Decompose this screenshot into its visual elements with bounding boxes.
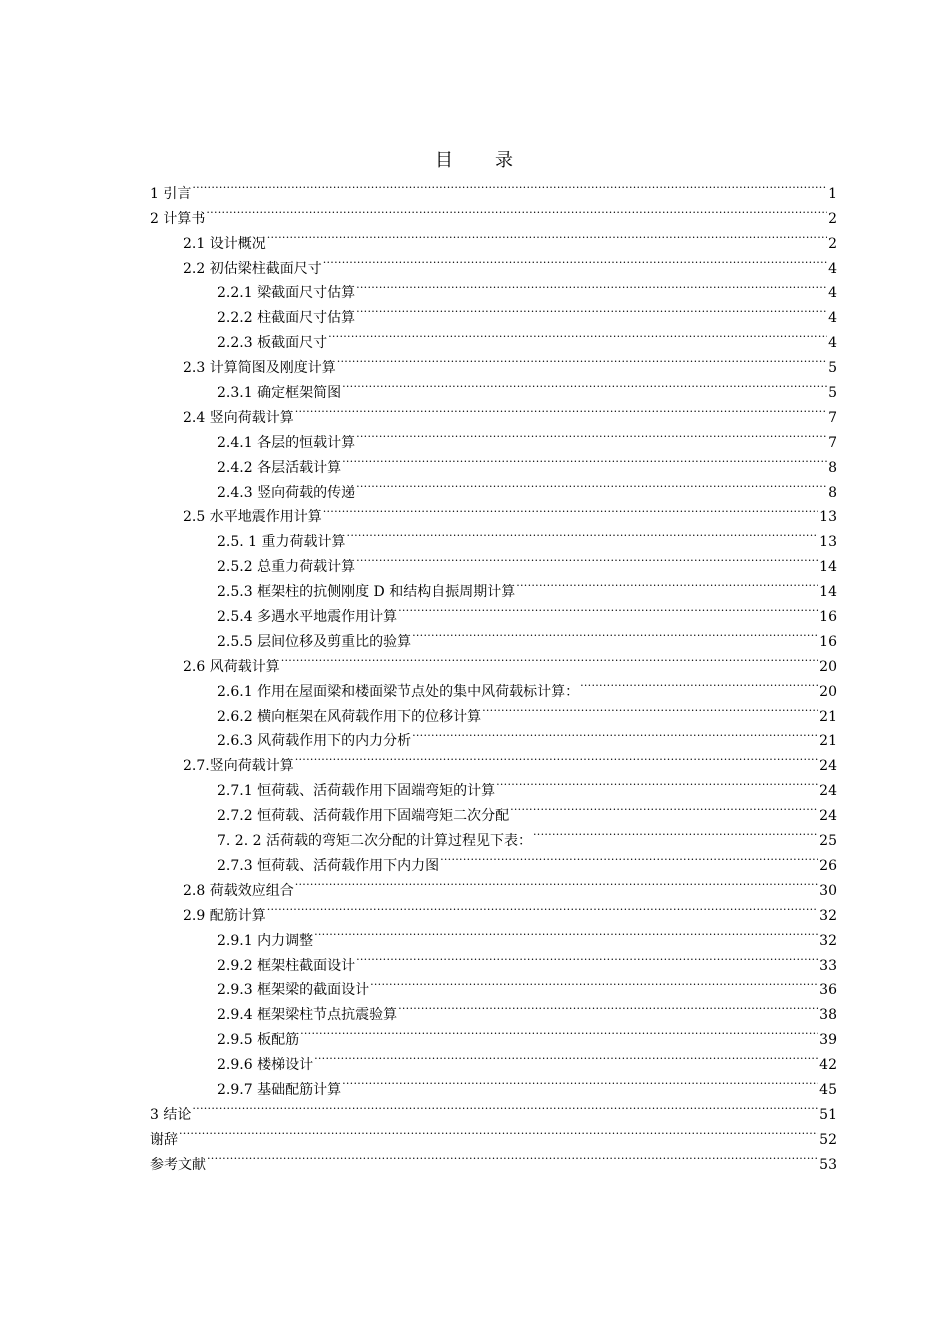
toc-entry-page-number: 24 <box>819 758 837 775</box>
toc-dot-leader <box>192 173 827 198</box>
toc-entry-page-number: 30 <box>819 882 837 899</box>
toc-dot-leader <box>356 945 818 970</box>
toc-entry-title: 2 计算书 <box>150 210 206 227</box>
toc-dot-leader <box>342 372 827 397</box>
toc-dot-leader <box>323 248 827 273</box>
toc-entry-title: 2.7.竖向荷载计算 <box>183 758 294 775</box>
toc-entry[interactable] <box>150 1094 837 1123</box>
toc-entry-page-number: 21 <box>819 708 837 725</box>
toc-entry-page-number: 38 <box>819 1007 837 1024</box>
toc-entry-title: 2.3.1 确定框架简图 <box>217 385 342 402</box>
toc-entry-page-number: 42 <box>819 1057 837 1074</box>
toc-dot-leader <box>267 223 827 248</box>
toc-entry-title: 2.7.1 恒荷载、活荷载作用下固端弯矩的计算 <box>217 783 496 800</box>
toc-entry-page-number: 5 <box>828 385 837 402</box>
toc-entry-title: 7. 2. 2 活荷载的弯矩二次分配的计算过程见下表： <box>217 833 532 850</box>
toc-entry-page-number: 16 <box>819 633 837 650</box>
toc-dot-leader <box>337 347 827 372</box>
toc-entry-title: 2.5.2 总重力荷载计算 <box>217 559 356 576</box>
toc-dot-leader <box>370 970 818 995</box>
toc-entry-page-number: 16 <box>819 609 837 626</box>
toc-entry-page-number: 4 <box>828 285 837 302</box>
toc-entry-page-number: 2 <box>828 235 837 252</box>
toc-entry-page-number: 14 <box>819 584 837 601</box>
toc-entry-page-number: 13 <box>819 509 837 526</box>
toc-dot-leader <box>281 646 818 671</box>
toc-entry-page-number: 4 <box>828 260 837 277</box>
toc-entry-title: 2.2.3 板截面尺寸 <box>217 335 328 352</box>
toc-entry-title: 2.2.1 梁截面尺寸估算 <box>217 285 356 302</box>
toc-entry-title: 2.9.1 内力调整 <box>217 932 314 949</box>
toc-entry-page-number: 26 <box>819 857 837 874</box>
toc-dot-leader <box>496 770 818 795</box>
toc-dot-leader <box>295 870 818 895</box>
toc-entry-title: 2.4.1 各层的恒载计算 <box>217 434 356 451</box>
toc-dot-leader <box>323 497 818 522</box>
toc-dot-leader <box>342 447 827 472</box>
toc-entry-title: 2.3 计算简图及刚度计算 <box>183 360 336 377</box>
toc-entry[interactable] <box>150 1144 837 1173</box>
toc-dot-leader <box>533 820 818 845</box>
toc-entry-title: 2.6.2 横向框架在风荷载作用下的位移计算 <box>217 708 482 725</box>
toc-dot-leader <box>314 1044 818 1069</box>
toc-dot-leader <box>356 297 827 322</box>
toc-dot-leader <box>440 845 818 870</box>
toc-entry-page-number: 32 <box>819 932 837 949</box>
toc-entry-page-number: 53 <box>819 1156 837 1173</box>
toc-entry-page-number: 2 <box>828 210 837 227</box>
toc-entry-title: 2.7.3 恒荷载、活荷载作用下内力图 <box>217 857 440 874</box>
toc-list <box>150 173 837 1173</box>
toc-dot-leader <box>356 273 827 298</box>
toc-entry-page-number: 51 <box>819 1106 837 1123</box>
toc-entry-title: 2.7.2 恒荷载、活荷载作用下固端弯矩二次分配 <box>217 808 510 825</box>
toc-entry-page-number: 7 <box>828 434 837 451</box>
toc-title-char-1: 目 <box>435 150 455 171</box>
toc-entry-title: 2.5. 1 重力荷载计算 <box>217 534 346 551</box>
toc-entry-title: 2.9.4 框架梁柱节点抗震验算 <box>217 1007 398 1024</box>
toc-dot-leader <box>580 671 818 696</box>
toc-dot-leader <box>192 1094 818 1119</box>
toc-dot-leader <box>412 721 818 746</box>
toc-entry-page-number: 24 <box>819 783 837 800</box>
toc-dot-leader <box>295 745 818 770</box>
toc-entry-page-number: 20 <box>819 683 837 700</box>
toc-dot-leader <box>412 621 818 646</box>
toc-dot-leader <box>295 397 827 422</box>
toc-entry-page-number: 8 <box>828 484 837 501</box>
toc-dot-leader <box>516 571 818 596</box>
toc-entry-title: 2.9.5 板配筋 <box>217 1032 300 1049</box>
toc-entry-page-number: 7 <box>828 409 837 426</box>
toc-title <box>0 149 950 173</box>
toc-dot-leader <box>300 1019 818 1044</box>
toc-entry-title: 2.2.2 柱截面尺寸估算 <box>217 310 356 327</box>
toc-entry-title: 2.5.5 层间位移及剪重比的验算 <box>217 633 412 650</box>
toc-entry-title: 2.9.2 框架柱截面设计 <box>217 957 356 974</box>
toc-entry-page-number: 32 <box>819 907 837 924</box>
toc-entry[interactable] <box>150 223 837 252</box>
toc-entry-page-number: 20 <box>819 658 837 675</box>
toc-entry[interactable] <box>150 1119 837 1148</box>
toc-entry-title: 2.1 设计概况 <box>183 235 266 252</box>
toc-entry[interactable] <box>150 173 837 202</box>
toc-entry-title: 2.6.3 风荷载作用下的内力分析 <box>217 733 412 750</box>
toc-entry-page-number: 5 <box>828 360 837 377</box>
toc-entry[interactable] <box>150 198 837 227</box>
toc-entry-page-number: 4 <box>828 335 837 352</box>
toc-entry-page-number: 13 <box>819 534 837 551</box>
toc-entry-title: 2.8 荷载效应组合 <box>183 882 294 899</box>
toc-entry-title: 谢辞 <box>150 1131 178 1148</box>
toc-entry-title: 3 结论 <box>150 1106 192 1123</box>
toc-entry-title: 2.6.1 作用在屋面梁和楼面梁节点处的集中风荷载标计算： <box>217 683 580 700</box>
toc-entry-page-number: 36 <box>819 982 837 999</box>
toc-entry-title: 2.9.6 楼梯设计 <box>217 1057 314 1074</box>
toc-entry-page-number: 52 <box>819 1131 837 1148</box>
toc-entry-title: 2.9.3 框架梁的截面设计 <box>217 982 370 999</box>
toc-entry-page-number: 24 <box>819 808 837 825</box>
toc-entry-title: 2.4.2 各层活载计算 <box>217 459 342 476</box>
toc-dot-leader <box>510 795 818 820</box>
toc-entry-title: 1 引言 <box>150 185 192 202</box>
toc-entry-page-number: 21 <box>819 733 837 750</box>
toc-entry-page-number: 33 <box>819 957 837 974</box>
toc-entry-page-number: 1 <box>828 185 837 202</box>
toc-dot-leader <box>356 546 818 571</box>
toc-dot-leader <box>347 521 819 546</box>
toc-dot-leader <box>398 994 818 1019</box>
toc-dot-leader <box>206 198 827 223</box>
toc-entry-title: 2.5 水平地震作用计算 <box>183 509 322 526</box>
toc-dot-leader <box>398 596 818 621</box>
toc-dot-leader <box>328 322 827 347</box>
toc-dot-leader <box>207 1144 818 1169</box>
toc-entry-page-number: 8 <box>828 459 837 476</box>
toc-entry-title: 参考文献 <box>150 1156 206 1173</box>
toc-entry-title: 2.6 风荷载计算 <box>183 658 280 675</box>
toc-title-char-2: 录 <box>495 150 515 171</box>
toc-dot-leader <box>179 1119 818 1144</box>
toc-entry-page-number: 4 <box>828 310 837 327</box>
toc-entry-page-number: 39 <box>819 1032 837 1049</box>
toc-entry-title: 2.4 竖向荷载计算 <box>183 409 294 426</box>
toc-entry-page-number: 45 <box>819 1081 837 1098</box>
toc-entry-page-number: 14 <box>819 559 837 576</box>
toc-dot-leader <box>356 472 827 497</box>
toc-entry-page-number: 25 <box>819 833 837 850</box>
toc-entry-title: 2.2 初估梁柱截面尺寸 <box>183 260 322 277</box>
toc-entry-title: 2.9 配筋计算 <box>183 907 266 924</box>
toc-dot-leader <box>314 920 818 945</box>
toc-dot-leader <box>267 895 818 920</box>
toc-entry-title: 2.4.3 竖向荷载的传递 <box>217 484 356 501</box>
toc-dot-leader <box>482 696 818 721</box>
toc-entry-title: 2.9.7 基础配筋计算 <box>217 1081 342 1098</box>
toc-dot-leader <box>356 422 827 447</box>
toc-dot-leader <box>342 1069 818 1094</box>
toc-entry-title: 2.5.3 框架柱的抗侧刚度 D 和结构自振周期计算 <box>217 584 516 601</box>
toc-entry-title: 2.5.4 多遇水平地震作用计算 <box>217 609 398 626</box>
